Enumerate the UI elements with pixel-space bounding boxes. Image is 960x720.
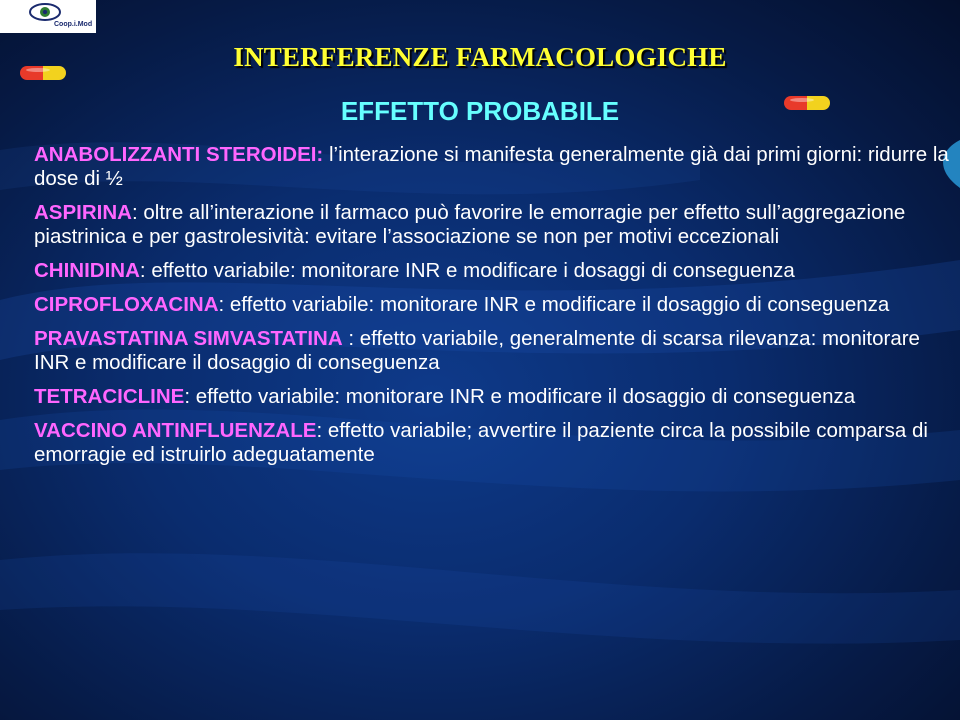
list-item [34,201,952,249]
item-text: : effetto variabile, generalmente di scarsa rilevanza: monitorare INR e modificare il dosaggio di conseguenza [34,327,920,374]
item-term: ASPIRINA [34,201,132,224]
item-term: CIPROFLOXACINA [34,293,219,316]
item-term: VACCINO ANTINFLUENZALE [34,419,317,442]
item-text: : effetto variabile: monitorare INR e modificare il dosaggio di conseguenza [184,385,856,408]
list-item [34,419,952,467]
item-text: : effetto variabile: monitorare INR e modificare il dosaggio di conseguenza [218,293,890,316]
page-title: INTERFERENZE FARMACOLOGICHE [233,42,727,72]
item-text: : effetto variabile: monitorare INR e modificare i dosaggi di conseguenza [139,259,795,282]
item-term: ANABOLIZZANTI STEROIDEI: [34,143,324,166]
logo-text: Coop.i.Mod [54,21,93,28]
item-term: PRAVASTATINA SIMVASTATINA [34,327,343,350]
item-text: l’interazione si manifesta generalmente già dai primi giorni: ridurre la dose di ½ [34,143,949,190]
list-item [34,143,952,191]
item-term: TETRACICLINE [34,385,185,408]
list-item [34,385,952,409]
list-item [34,293,952,317]
list-item [34,259,952,283]
logo [0,0,96,33]
item-text: : effetto variabile; avvertire il paziente circa la possibile comparsa di emorragie ed istruirlo adeguatamente [34,419,928,466]
item-term: CHINIDINA [34,259,140,282]
interaction-list [34,143,952,477]
page-subtitle: EFFETTO PROBABILE [340,96,620,126]
item-text: : oltre all’interazione il farmaco può favorire le emorragie per effetto sull’aggregazione piastrinica e per gastrolesività: evitare l’associazione se non per motivi eccezionali [34,201,906,248]
list-item [34,327,952,375]
eye-logo-icon [28,2,62,22]
